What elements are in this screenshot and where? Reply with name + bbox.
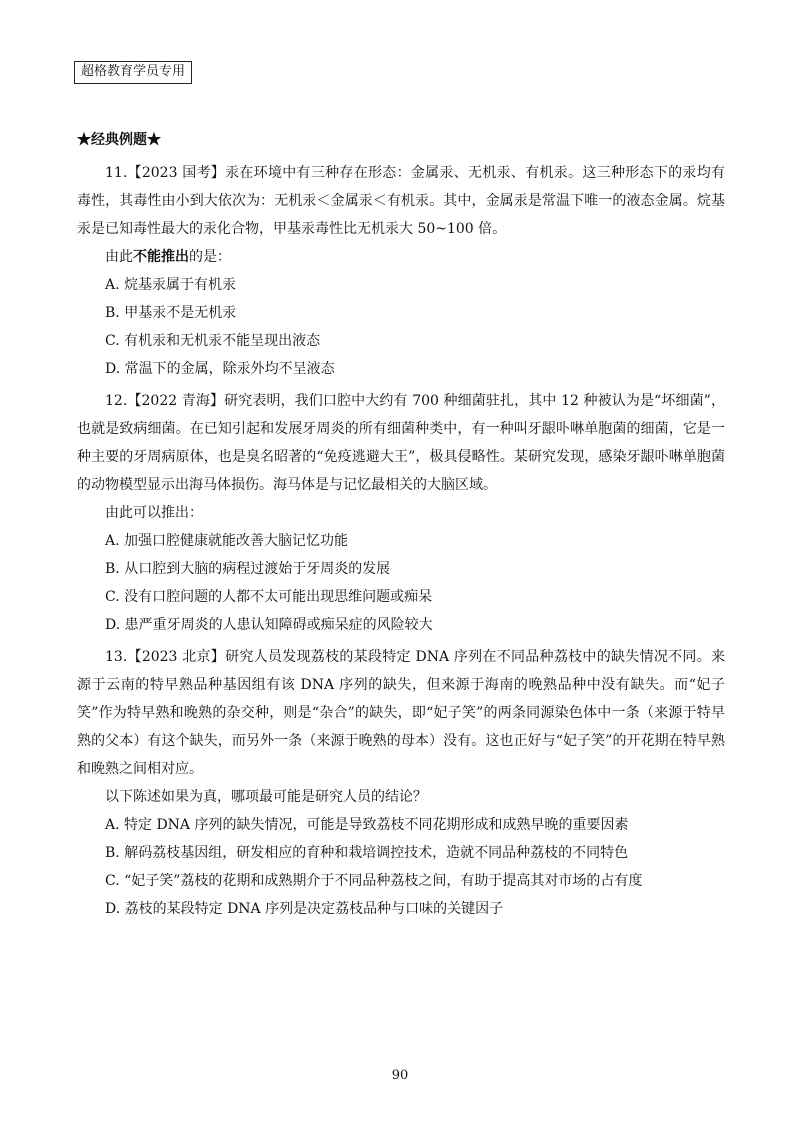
question-stem xyxy=(77,387,725,499)
question-source-tag: 【2023 国考】 xyxy=(127,165,226,181)
question-stem xyxy=(77,159,725,243)
question-source-tag: 【2022 青海】 xyxy=(127,393,225,409)
option-d: D. 患严重牙周炎的人患认知障碍或痴呆症的风险较大 xyxy=(105,617,433,633)
question-prompt xyxy=(77,247,725,267)
header-label: 超格教育学员专用 xyxy=(74,61,192,84)
question-text: 汞在环境中有三种存在形态：金属汞、无机汞、有机汞。这三种形态下的汞均有毒性，其毒性由小到大依次为：无机汞＜金属汞＜有机汞。其中，金属汞是常温下唯一的液态金属。烷基汞是已知毒性最大的汞化合物，甲基汞毒性比无机汞大 50~100 倍。 xyxy=(77,165,725,237)
prompt-post: 的是： xyxy=(189,249,231,265)
prompt-emphasis: 不能推出 xyxy=(133,249,189,265)
question-source-tag: 【2023 北京】 xyxy=(127,649,226,665)
option-b: B. 解码荔枝基因组，研发相应的育种和栽培调控技术，造就不同品种荔枝的不同特色 xyxy=(105,845,629,861)
option-b: B. 从口腔到大脑的病程过渡始于牙周炎的发展 xyxy=(105,561,391,577)
question-12 xyxy=(77,387,725,635)
option-c: C. 有机汞和无机汞不能呈现出液态 xyxy=(105,333,321,349)
question-13 xyxy=(77,643,725,919)
option-a: A. 加强口腔健康就能改善大脑记忆功能 xyxy=(105,533,349,549)
question-number: 12. xyxy=(105,393,128,409)
section-title: ★经典例题★ xyxy=(77,132,161,148)
option-b: B. 甲基汞不是无机汞 xyxy=(105,305,237,321)
question-prompt: 以下陈述如果为真，哪项最可能是研究人员的结论？ xyxy=(105,789,427,805)
option-d: D. 荔枝的某段特定 DNA 序列是决定荔枝品种与口味的关键因子 xyxy=(105,901,504,917)
question-number: 11. xyxy=(105,165,128,181)
option-a: A. 烷基汞属于有机汞 xyxy=(105,277,237,293)
question-11 xyxy=(77,159,725,379)
page-number: 90 xyxy=(391,1068,409,1083)
option-d: D. 常温下的金属，除汞外均不呈液态 xyxy=(105,361,335,377)
question-text: 研究人员发现荔枝的某段特定 DNA 序列在不同品种荔枝中的缺失情况不同。来源于云南的特早熟品种基因组有该 DNA 序列的缺失，但来源于海南的晚熟品种中没有缺失。而“妃子笑”作为特早熟和晚熟的杂交种，则是“杂合”的缺失，即“妃子笑”的两条同源染色体中一条（来源于特早熟的父本）有这个缺失，而另外一条（来源于晚熟的母本）没有。这也正好与“妃子笑”的开花期在特早熟和晚熟之间相对应。 xyxy=(77,649,725,777)
content xyxy=(77,130,725,927)
question-stem xyxy=(77,643,725,783)
option-c: C. 没有口腔问题的人都不太可能出现思维问题或痴呆 xyxy=(105,589,433,605)
question-number: 13. xyxy=(105,649,128,665)
option-c: C. “妃子笑”荔枝的花期和成熟期介于不同品种荔枝之间，有助于提高其对市场的占有度 xyxy=(105,873,643,889)
question-text: 研究表明，我们口腔中大约有 700 种细菌驻扎，其中 12 种被认为是“坏细菌”，也就是致病细菌。在已知引起和发展牙周炎的所有细菌种类中，有一种叫牙龈卟啉单胞菌的细菌，它是一种主要的牙周病原体，也是臭名昭著的“免疫逃避大王”，极具侵略性。某研究发现，感染牙龈卟啉单胞菌的动物模型显示出海马体损伤。海马体是与记忆最相关的大脑区域。 xyxy=(77,393,725,493)
question-prompt: 由此可以推出： xyxy=(105,505,203,521)
option-a: A. 特定 DNA 序列的缺失情况，可能是导致荔枝不同花期形成和成熟早晚的重要因素 xyxy=(105,817,629,833)
prompt-pre: 由此 xyxy=(105,249,133,265)
